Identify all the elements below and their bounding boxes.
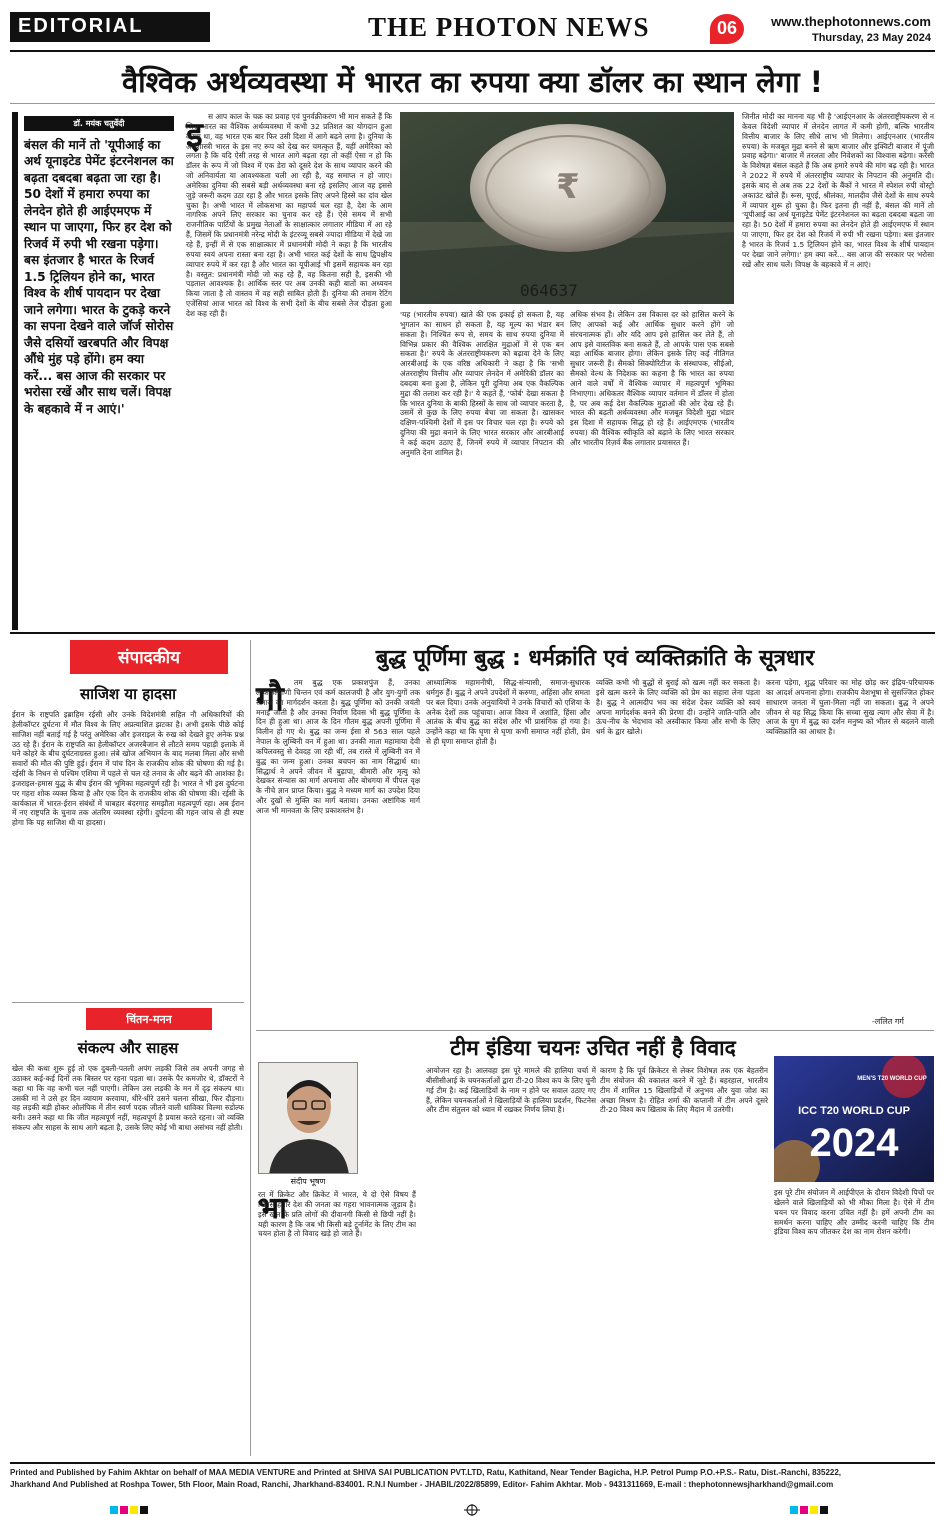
buddha-column-4	[766, 678, 934, 1012]
chintan-body	[12, 1064, 244, 1456]
editorial-body	[12, 710, 244, 1000]
left-column-rule	[250, 640, 251, 1456]
lead-photo	[400, 112, 734, 304]
lead-column-2-text: 'यह (भारतीय रुपया) खाते की एक इकाई हो सकता है, यह भुगतान का साधन हो सकता है, यह मूल्य का भंडार बन सकता है। निश्चित रूप से, समय के साथ रुपया दुनिया में विभिन्न प्रकार की वैश्विक आरक्षित मुद्राओं में से एक बन सकता है।' रुपये के अंतरराष्ट्रीयकरण को बढ़ावा देने के लिए आरबीआई के एक वरिष्ठ अधिकारी ने कहा है कि 'सभी अंतरराष्ट्रीय वित्तीय और व्यापार लेनदेन में अमेरिकी डॉलर का दबदबा बना हुआ है, लेकिन पूरी दुनिया अब एक वैकल्पिक मुद्रा की तलाश कर रही है।' ये कहते हैं, 'फोर्ब' देखा सकता है कि भारत दुनिया के बाकी हिस्सों के साथ जो व्यापार करता है, उसमें से कुछ के लिए रुपया बेचा जा सकता है। खासकर दक्षिण-पश्चिमी देशों में इस पर विचार चल रहा है। रुपये को दुनिया की मुद्रा बनाने के लिए भारत सरकार और आरबीआई ने कई कदम उठाए हैं, जिनमें रुपये में व्यापार निपटान की अनुमति देना शामिल है।	[400, 310, 564, 457]
banknote-serial: 064637	[520, 281, 578, 300]
section-divider	[10, 632, 935, 634]
buddha-column-3-text: व्यक्ति कभी भी बुद्धों से बुराई को खत्म नहीं कर सकता है। इसे खत्म करने के लिए व्यक्ति को प्रेम का सहारा लेना पड़ता है। बुद्ध ने आत्मदीप भव का संदेश देकर व्यक्ति को स्वयं अपना मार्गदर्शक बनने की प्रेरणा दी। उन्होंने जाति-पांति और ऊंच-नीच के भेदभाव को अस्वीकार किया और सभी के लिए धर्म के द्वार खोले।	[596, 678, 760, 737]
lead-author: डॉ. मयंक चतुर्वेदी	[24, 116, 174, 131]
team-india-headline: टीम इंडिया चयनः उचित नहीं है विवाद	[450, 1036, 736, 1060]
rupee-coin-image	[400, 112, 734, 304]
team-india-column-4-text: इस पूरे टीम संयोजन में आईपीएल के दौरान विदेशी पिचों पर खेलने वाले खिलाड़ियों को भी मौका मिला है। ऐसे में टीम चयन पर विवाद करना उचित नहीं है। हमें अपनी टीम का समर्थन करना चाहिए और उम्मीद करनी चाहिए कि टीम इंडिया विश्व कप जीतकर देश का नाम रोशन करेगी।	[774, 1188, 934, 1237]
lead-headline: वैश्विक अर्थव्यवस्था में भारत का रुपया क्या डॉलर का स्थान लेगा !	[10, 56, 935, 104]
lead-pull-quote: बंसल की मानें तो 'यूपीआई का अर्थ यूनाइटेड पेमेंट इंटरनेशनल का बढ़ता दबदबा बढ़ता जा रहा है। 50 देशों में हमारा रुपया का लेनदेन होते ही आईएमएफ में स्थान पा जाएगा, फिर हर देश को रिजर्व में रुपी भी रखना पड़ेगा। बस इंतजार है भारत के रिजर्व 1.5 ट्रिलियन होने का, भारत विश्व के शीर्ष पायदान पर देखा जाने लगेगा। भारत के टुकड़े करने का सपना देखने वाले जॉर्ज सोरोस जैसे दसियों खरबपति और विपक्ष औंधे मुंह पड़े होंगे। हम क्या करें... बस आज की सरकार पर भरोसा रखें और साथ चलें। विपक्ष के बहकावे में न आएं।'	[24, 138, 174, 416]
t20-world-cup-graphic	[774, 1056, 934, 1182]
page-number-badge: 06	[710, 14, 744, 44]
editorial-divider	[12, 1002, 244, 1003]
wc-title: ICC T20 WORLD CUP	[798, 1105, 910, 1117]
team-india-column-2-text: आयोजन रहा है। आलवहा इस पूरे मामले की हालिया चर्चा में बीसीसीआई के चयनकर्ताओं द्वारा टी-20 विश्व कप के लिए चुनी गई टीम है। कई खिलाड़ियों के नाम न होने पर सवाल उठाए गए हैं, लेकिन चयनकर्ताओं ने खिलाड़ियों के हालिया प्रदर्शन, फिटनेस और टीम संतुलन को ध्यान में रखकर निर्णय लिया है।	[426, 1066, 596, 1115]
wc-small-label: MEN'S T20 WORLD CUP	[857, 1076, 927, 1082]
wc-year: 2024	[809, 1121, 899, 1165]
buddha-column-2-text: आध्यात्मिक महामनीषी, सिद्ध-संन्यासी, समाज-सुधारक धर्मगुरु हैं। बुद्ध ने अपने उपदेशों में करुणा, अहिंसा और समता पर बल दिया। उनके अनुयायियों ने उनके विचारों को एशिया के अनेक देशों तक पहुंचाया। आज विश्व में अशांति, हिंसा और आतंक के बीच बुद्ध का संदेश और भी प्रासंगिक हो गया है। उन्होंने कहा था कि घृणा से घृणा कभी समाप्त नहीं होती, प्रेम से ही घृणा समाप्त होती है।	[426, 678, 590, 747]
buddha-dropcap: गौ	[256, 679, 284, 719]
editorial-body-text: ईरान के राष्ट्रपति इब्राहिम रईसी और उनके विदेशमंत्री सहित नौ अधिकारियों की हेलीकॉप्टर दुर्घटना में मौत विश्व के लिए अप्रत्याशित झटका है। अभी इसके पीछे कोई साजिश नहीं बताई गई है परंतु अमेरिका और इजराइल के रुख को देखते हुए अनेक प्रश्न उठ रहे हैं। ईरान के राष्ट्रपति का हेलीकॉप्टर अजरबैजान से लौटते समय पहाड़ी इलाके में घने कोहरे के बीच दुर्घटनाग्रस्त हुआ। लंबे खोज अभियान के बाद मलबा मिला और सभी सवारों की मौत की पुष्टि हुई। ईरान में पांच दिन के राजकीय शोक की घोषणा की गई है। रईसी के निधन से पश्चिम एशिया में पहले से चल रहे तनाव के और बढ़ने की आशंका है। इजराइल-हमास युद्ध के बीच ईरान की भूमिका महत्वपूर्ण रही है। भारत ने भी इस दुर्घटना पर गहरा शोक व्यक्त किया है और एक दिन के राजकीय शोक की घोषणा की। रईसी के कार्यकाल में भारत-ईरान संबंधों में चाबहार बंदरगाह समझौता महत्वपूर्ण रहा। अब ईरान में नए राष्ट्रपति के चुनाव तक अंतरिम व्यवस्था रहेगी। दुर्घटना की गहन जांच से ही स्पष्ट होगा कि यह साजिश थी या हादसा।	[12, 710, 244, 828]
chintan-label: चिंतन-मनन	[86, 1008, 212, 1030]
lead-quote-box	[12, 112, 180, 630]
imprint-line-1: Printed and Published by Fahim Akhtar on behalf of MAA MEDIA VENTURE and Printed at SHIVA SAI PUBLICATION PVT.LTD, Ratu, Kathitand, Near Tender Bagicha, H.P. Petrol Pump P.O.+P.S.- Ratu, Dist.-Ranchi, 835222,	[10, 1468, 842, 1477]
section-label: EDITORIAL	[10, 12, 210, 42]
buddha-headline: बुद्ध पूर्णिमा बुद्ध : धर्मक्रांति एवं व्यक्तिक्रांति के सूत्रधार	[375, 646, 815, 671]
buddha-column-2	[426, 678, 590, 1028]
team-india-column-4	[774, 1188, 934, 1454]
website-link[interactable]: www.thephotonnews.com	[771, 14, 931, 29]
imprint-line-2: Jharkhand And Published at Roshpa Tower, 5th Floor, Main Road, Ranchi, Jharkhand-834001. R.N.I Number - JHABIL/2022/85899, Editor- Fahim Akhtar. Mob - 9431311669, E-mail : thephotonnewsjharkhand@gmail.com	[10, 1480, 834, 1490]
lead-column-4-text: जिनीत मोदी का मानना यह भी है 'आईएनआर के अंतरराष्ट्रीयकरण से न केवल विदेशी व्यापार में लेनदेन लागत में कमी होगी, बल्कि भारतीय वित्तीय बाजार के लिए सीधे लाभ भी मिलेगा। आईएनआर (भारतीय रुपया) के मजबूत मुद्रा बनने से ऋण बाजार और इक्विटी बाजार में पूंजी प्रवाह बढ़ेगा।' बाजार में तरलता और निवेशकों का विश्वास बढ़ेगा। करेंसी के विशेषज्ञ बंसल कहते हैं कि अब हमारे रुपये की मांग बढ़ रही है। भारत ने 2022 में रुपये में अंतरराष्ट्रीय व्यापार के निपटान की अनुमति दी। इसके बाद से अब तक 22 देशों के बैंकों ने भारत में स्पेशल रुपी वोस्ट्रो अकाउंट खोले हैं। रूस, यूएई, श्रीलंका, मालदीव जैसे देशों के साथ रुपये में व्यापार शुरू हो चुका है। फिर इतना ही नहीं है, बंसल की मानें तो 'यूपीआई का अर्थ यूनाइटेड पेमेंट इंटरनेशनल का बढ़ता दबदबा बढ़ता जा रहा है। 50 देशों में हमारा रुपया का लेनदेन होते ही आईएमएफ में स्थान पा जाएगा, फिर हर देश को रिजर्व में रुपी भी रखना पड़ेगा। बस इंतजार है भारत के रिजर्व 1.5 ट्रिलियन होने का, भारत विश्व के शीर्ष पायदान पर देखा जाने लगेगा।' हम क्या करें... बस आज की सरकार पर भरोसा रखें और साथ चलें। विपक्ष के बहकावे में न आएं।	[742, 112, 934, 269]
reporter-photo	[258, 1062, 358, 1174]
editorial-label: संपादकीय	[70, 640, 228, 674]
team-india-column-1-text: रत में क्रिकेट और क्रिकेट में भारत, ये दो ऐसे विषय हैं जिनसे हमारे देश की जनता का गहरा भावनात्मक जुड़ाव है। इस खेल के प्रति लोगों की दीवानगी किसी से छिपी नहीं है। यही कारण है कि जब भी किसी बड़े टूर्नामेंट के लिए टीम का चयन होता है तो विवाद खड़े हो जाते हैं।	[258, 1190, 416, 1239]
team-india-column-3-text: कारण है कि पूर्व क्रिकेटर से लेकर विशेषज्ञ तक एक बेहतरीन टीम संयोजन की वकालत करने में जुटे हैं। बहरहाल, भारतीय टीम में शामिल 15 खिलाड़ियों में अनुभव और युवा जोश का अच्छा मिश्रण है। रोहित शर्मा की कप्तानी में टीम अपने दूसरे टी-20 विश्व कप खिताब के लिए मैदान में उतरेगी।	[600, 1066, 768, 1115]
buddha-column-3	[596, 678, 760, 1028]
svg-text:₹: ₹	[556, 167, 580, 207]
masthead	[10, 8, 935, 52]
article-divider	[256, 1030, 934, 1031]
lead-column-4	[742, 112, 934, 624]
lead-column-3-text: अधिक संभव है। लेकिन उस विकास दर को हासिल करने के लिए आपको कई और आर्थिक सुधार करने होंगे जो संरचनात्मक हों। और यदि आप इसे हासिल कर लेते हैं, तो आप इसे वास्तविक बना सकते हैं, तो आपके पास एक सबसे बड़ा आर्थिक बाजार होगा। लेकिन इसके लिए कई नीतिगत सुधार जरूरी हैं। सैमको सिक्योरिटीज के संस्थापक, सीईओ, सैमको वेल्थ के निदेशक का कहना है कि भारत का रुपया आने वाले वर्षों में वैश्विक व्यापार में महत्वपूर्ण भूमिका निभाएगा। अधिकतर वैश्विक व्यापार वर्तमान में डॉलर में होता है, पर अब कई देश वैकल्पिक मुद्राओं की ओर देख रहे हैं। भारत की बढ़ती अर्थव्यवस्था और मजबूत विदेशी मुद्रा भंडार इस दिशा में सहायक सिद्ध हो रहे हैं। आईएमएफ (भारतीय रुपया) की वैश्विक स्वीकृति को बढ़ाने के लिए भारत सरकार और भारतीय रिज़र्व बैंक लगातार प्रयासरत हैं।	[570, 310, 734, 447]
reporter-avatar-icon	[259, 1063, 358, 1174]
lead-column-3	[570, 310, 734, 626]
buddha-column-1	[256, 678, 420, 1028]
buddha-column-1-text: तम बुद्ध एक प्रकाशपुंज हैं, उनका लोककल्याणी चिन्तन एवं कर्म कालजयी है और युग-युगों तक समाज का मार्गदर्शन करता है। बुद्ध पूर्णिमा को उनकी जयंती मनाई जाती है और उनका निर्वाण दिवस भी बुद्ध पूर्णिमा के दिन ही हुआ था। आज के दिन गौतम बुद्ध अपनी पूर्णिमा में विलीन हो गए थे। बुद्ध का जन्म ईसा से 563 साल पहले नेपाल के लुम्बिनी वन में हुआ था। उनकी माता महामाया देवी कपिलवस्तु से देवदह जा रही थीं, तब रास्ते में लुम्बिनी वन में बुद्ध का जन्म हुआ। उनका बचपन का नाम सिद्धार्थ था। सिद्धार्थ ने अपने जीवन में बुढ़ापा, बीमारी और मृत्यु को देखकर संन्यास का मार्ग अपनाया और बोधगया में पीपल वृक्ष के नीचे ज्ञान प्राप्त किया। बुद्ध ने मध्यम मार्ग का उपदेश दिया और दुखों से मुक्ति का मार्ग बताया। उनका अष्टांगिक मार्ग आज भी मानवता के लिए प्रकाशस्तंभ है।	[256, 678, 420, 815]
lead-column-1-text: स आप काल के चक्र का प्रवाह एवं पुनर्वक्रीकरण भी मान सकते हैं कि जिस भारत का वैश्विक अर्थव्यवस्था में कभी 32 प्रतिशत का योगदान हुआ करता था, वह भारत एक बार फिर उसी दिशा में आगे बढ़ने लगा है। दुनिया के अर्थशास्त्री भारत के इस नए रूप को देख कर चमत्कृत हैं, यहीं अमेरिका को लगता है कि यदि ऐसी तरह से भारत आगे बढ़ता रहा तो कहीं ऐसा न हो कि डॉलर के रूप में जो विश्व में एक डेरा को दूसरे देश के साथ व्यापार करने की जो अनिवार्यता या आवश्यकता चली आ रही है, वह समाप्त न हो जाए। अमेरिका दुनिया की सबसे बड़ी अर्थव्यवस्था बना रहे इसलिए आज वह इससे जुड़े जरूरी कदम उठा रहा है और भारत इसके लिए अपने हिस्से का दांव खेल चुका है। अभी भारत में लोकसभा का महापर्व चल रहा है, देश के आम नागरिक अपने लिए सरकार का चुनाव कर रहे हैं। ऐसे समय में सभी राजनीतिक पार्टियों के प्रमुख नेताओं के साक्षात्कार लगातार मीडिया में आ रहे हैं, जिसमें कि प्रधानमंत्री नरेन्द्र मोदी के इंटरव्यू सबसे ज्यादा मीडिया में देखे जा रहे हैं, इन्हीं में से एक साक्षात्कार में प्रधानमंत्री मोदी ने कहा है कि भारतीय रुपया स्वयं अपना रास्ता बना रहा है। अभी भारत कई देशों के साथ द्विपक्षीय व्यापार रुपये में कर रहा है और भारत का यूपीआई भी इसमें सहायक बन रहा है। वस्तुत: प्रधानमंत्री मोदी जो कह रहे हैं, वह कितना सही है, इसकी भी पड़ताल आवश्यक है। आर्थिक स्तर पर अब उनकी कही बातों का अध्ययन किया जाता है तो वास्तव में वह सही साबित होती हैं। दुनिया की तमाम रेटिंग एजेंसियां आज भारत को विश्व के सभी देशों के बीच सबसे तेज दौड़ता हुआ देश कह रही हैं।	[186, 112, 392, 318]
reporter-name: संदीप भूषण	[290, 1177, 326, 1186]
team-india-column-1	[258, 1190, 416, 1454]
world-cup-photo	[774, 1056, 934, 1182]
team-india-column-2	[426, 1066, 596, 1456]
team-india-column-3	[600, 1066, 768, 1456]
lead-column-1	[186, 112, 392, 624]
imprint-footer	[10, 1462, 935, 1502]
paper-name: THE PHOTON NEWS	[368, 12, 650, 42]
editorial-heading: साजिश या हादसा	[79, 685, 177, 703]
lead-column-2	[400, 310, 564, 626]
buddha-column-4-text: करना पड़ेगा, शुद्ध परिवार का मोह छोड़ कर इंद्रिय-परिचायक का आदर्श अपनाना होगा। राजकीय वेशभूषा से सुसज्जित होकर साधारण जनता में घुला-मिला नहीं जा सकता। बुद्ध ने अपने जीवन से यह सिद्ध किया कि सच्चा सुख त्याग और सेवा में है। आज के युग में बुद्ध का दर्शन मनुष्य को भीतर से बदलने वाली व्यक्तिक्रांति का आधार है।	[766, 678, 934, 737]
chintan-body-text: खेल की कथा शुरू हुई तो एक दुबली-पतली अपंग लड़की जिसे तब अपनी जगह से उठाकर कई-कई दिनों तक बिस्तर पर रहना पड़ता था। उसके पैर कमजोर थे, डॉक्टरों ने कहा था कि वह कभी चल नहीं पाएगी। लेकिन उस लड़की के मन में दृढ़ संकल्प था। उसकी मां ने उसे हर दिन व्यायाम करवाया, धीरे-धीरे उसने चलना सीखा, फिर दौड़ना। वह लड़की बड़ी होकर ओलंपिक में तीन स्वर्ण पदक जीतने वाली धाविका विल्मा रुडोल्फ बनी। उसने कहा था कि जीत महत्वपूर्ण नहीं, महत्वपूर्ण है प्रयास करते रहना। जो व्यक्ति संकल्प और साहस के साथ आगे बढ़ता है, उसके लिए कोई भी बाधा असंभव नहीं होती।	[12, 1064, 244, 1133]
chintan-heading: संकल्प और साहस	[77, 1039, 179, 1057]
print-registration-marks	[0, 1504, 945, 1516]
issue-date: Thursday, 23 May 2024	[811, 32, 931, 44]
team-india-dropcap: भा	[258, 1191, 287, 1226]
lead-dropcap: इ	[186, 115, 203, 155]
buddha-author: -ललित गर्ग	[872, 1017, 904, 1026]
